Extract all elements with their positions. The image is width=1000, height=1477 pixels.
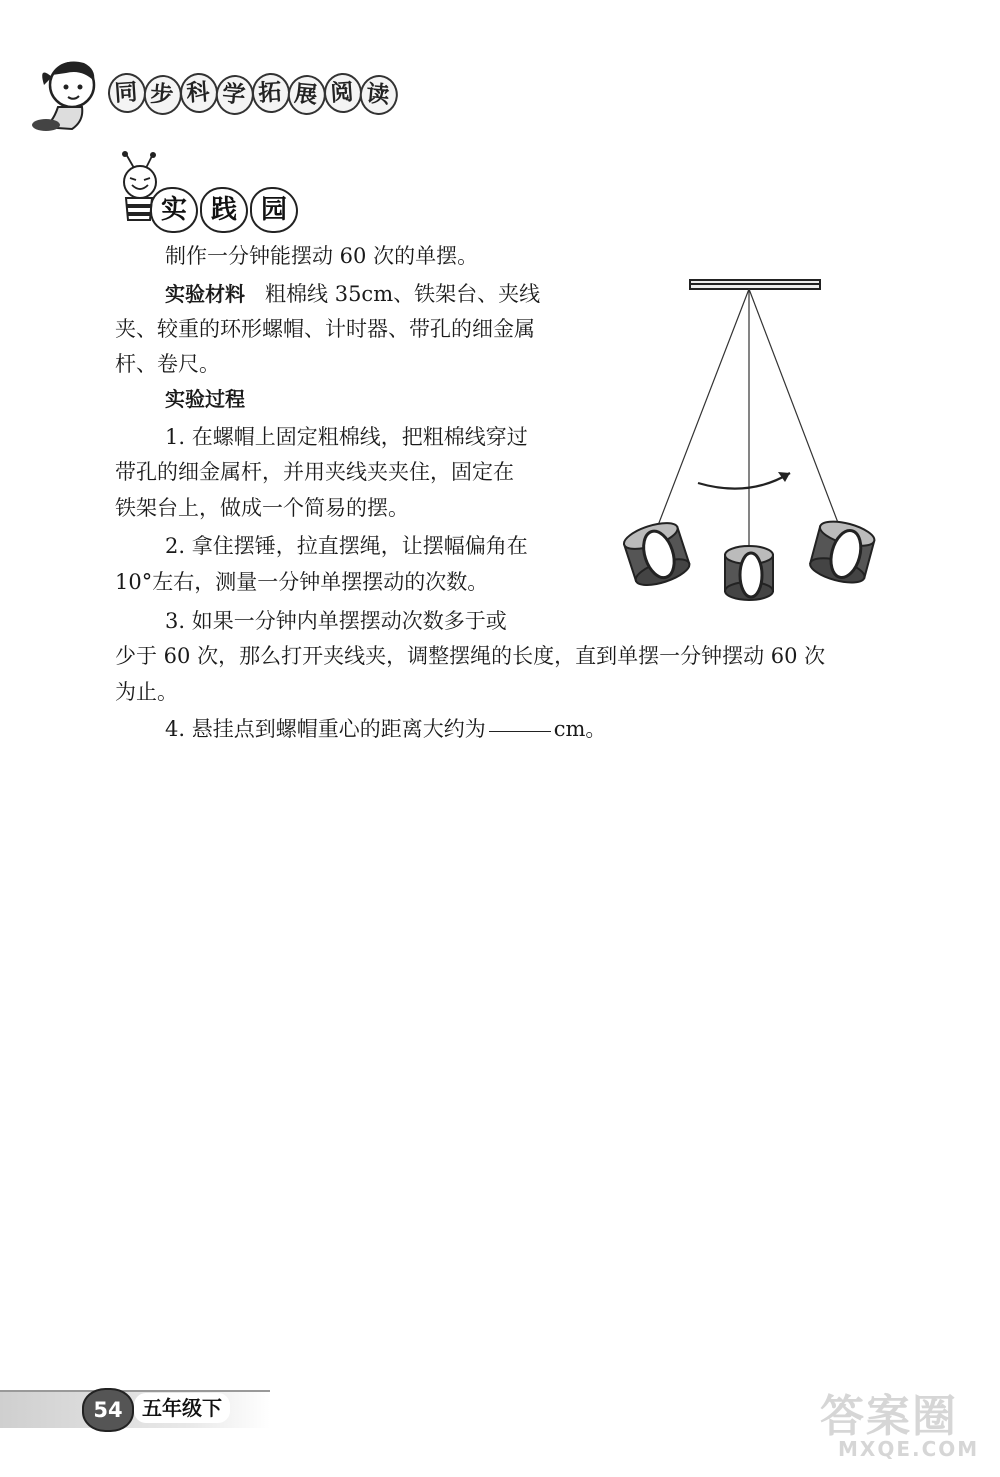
series-title-char: 科	[179, 72, 220, 115]
series-title	[108, 72, 396, 114]
materials-line: 夹、较重的环形螺帽、计时器、带孔的细金属	[115, 317, 535, 341]
pendulum-string-left	[657, 289, 749, 528]
section-title-char: 实	[150, 187, 198, 233]
step-line: 少于 60 次，那么打开夹线夹，调整摆绳的长度，直到单摆一分钟摆动 60 次	[115, 644, 826, 668]
series-title-char: 读	[358, 73, 399, 116]
step-line: 10°左右，测量一分钟单摆摆动的次数。	[115, 570, 489, 594]
nut-weight-right	[808, 517, 877, 588]
pendulum-illustration	[600, 270, 900, 610]
section-title-char: 践	[200, 187, 248, 233]
mascot-header-icon	[22, 55, 112, 135]
nut-weight-left	[621, 518, 692, 590]
step-line: 铁架台上，做成一个简易的摆。	[115, 496, 409, 520]
series-title-char: 步	[142, 73, 183, 116]
step-line: 为止。	[115, 680, 178, 704]
watermark-url: MXQE.COM	[838, 1437, 980, 1461]
step-line	[165, 713, 606, 746]
grade-label: 五年级下	[134, 1393, 230, 1423]
series-title-char: 同	[107, 72, 148, 115]
swing-arrow	[698, 473, 790, 489]
section-title-char: 园	[250, 187, 298, 233]
step4-unit: cm。	[553, 717, 607, 741]
series-title-char: 展	[286, 73, 327, 116]
materials-label: 实验材料	[165, 282, 245, 306]
answer-blank[interactable]	[489, 731, 551, 732]
procedure-label: 实验过程	[165, 387, 245, 411]
step-line: 2. 拿住摆锤，拉直摆绳，让摆幅偏角在	[165, 534, 528, 558]
task-statement: 制作一分钟能摆动 60 次的单摆。	[165, 244, 479, 268]
step-line: 带孔的细金属杆，并用夹线夹夹住，固定在	[115, 460, 514, 484]
step4-text: 4. 悬挂点到螺帽重心的距离大约为	[165, 717, 486, 741]
step-line: 1. 在螺帽上固定粗棉线，把粗棉线穿过	[165, 425, 528, 449]
series-title-char: 拓	[251, 72, 292, 115]
materials-line: 杆、卷尺。	[115, 352, 220, 376]
step-line: 3. 如果一分钟内单摆摆动次数多于或	[165, 609, 507, 633]
nut-weight-center	[725, 546, 773, 600]
materials-line	[165, 278, 540, 311]
series-title-char: 阅	[323, 72, 364, 115]
watermark-logo: 答案圈	[820, 1391, 958, 1442]
pendulum-string-right	[749, 289, 840, 528]
section-title	[150, 188, 300, 232]
series-title-char: 学	[214, 73, 255, 116]
materials-text: 粗棉线 35cm、铁架台、夹线	[265, 282, 541, 306]
page-number: 54	[82, 1388, 134, 1432]
